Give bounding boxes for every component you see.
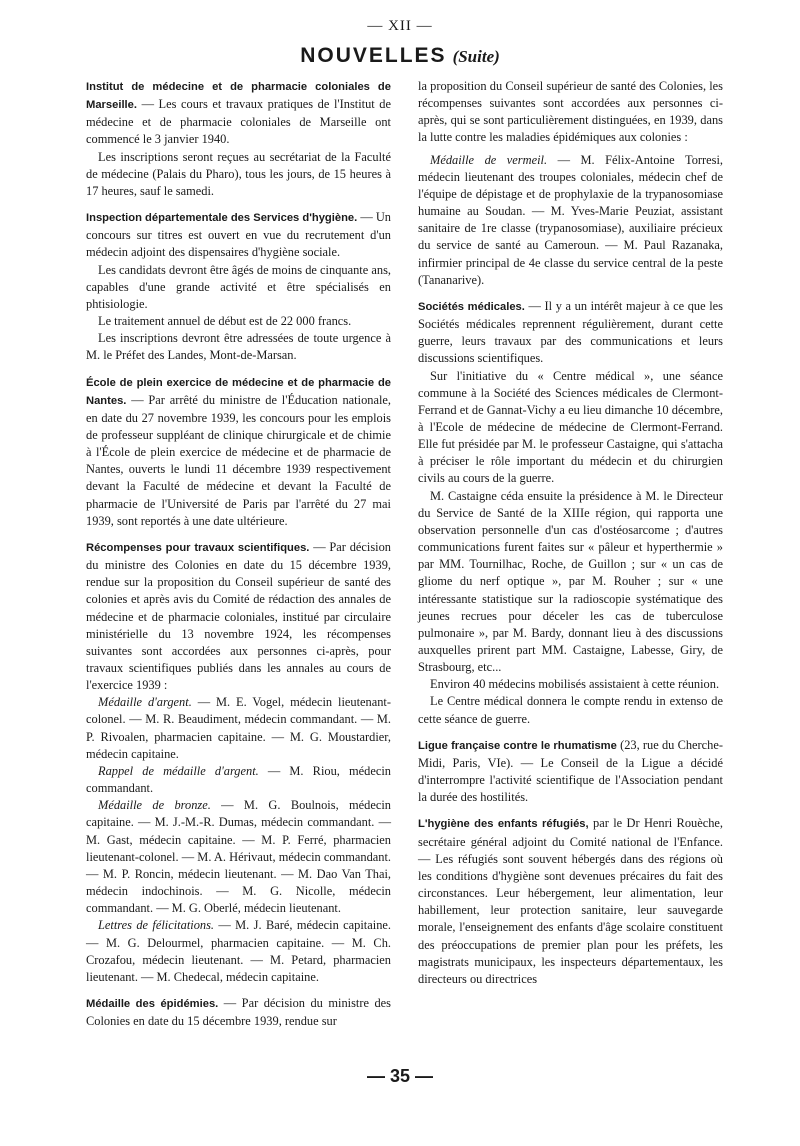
paragraph: Les candidats devront être âgés de moins de cinquante ans, capables d'une grande activité et être spécialisés en phtisiologie.: [86, 262, 391, 311]
rubric: Ligue française contre le rhumatisme: [418, 739, 617, 752]
rubric: Inspection départementale des Services d'hygiène.: [86, 212, 358, 225]
notice-epidemies: [86, 995, 391, 1030]
award-label: Médaille d'argent.: [98, 695, 192, 710]
notice-text: par le Dr Henri Rouèche, secrétaire général adjoint du Comité national de l'Enfance. — Les réfugiés sont souvent hébergés dans des régions où les conditions d'hygiène sont devenues précaires du fait des circonstances. Leur hébergement, leur alimentation, leur habillement, leur protection sanitaire, leur sauvegarde morale, l'enseignement des enfants d'âge scolaire constituent des préoccupations de premier plan pour les préfets, les magistrats municipaux, les inspecteurs départementaux, les directeurs ou directrices: [418, 816, 723, 986]
award-label: Lettres de félicitations.: [98, 918, 215, 933]
award-label: Médaille de bronze.: [98, 798, 211, 813]
notice-societes: [418, 298, 723, 368]
rubric: Médaille des épidémies.: [86, 997, 219, 1010]
notice-text: — Par décision du ministre des Colonies en date du 15 décembre 1939, rendue sur la proposition du Conseil supérieur de santé des colonies et après avis du Comité de rédaction des annales de médecine et de pharmacie coloniales, institué par circulaire ministérielle du 13 novembre 1924, les récompenses suivantes sont accordées aux personnes ci-après, pour travaux scientifiques publiés dans les annales au cours de l'exercice 1939 :: [86, 539, 391, 693]
section-title-suffix: (Suite): [452, 47, 500, 66]
award-text: — M. Riou, médecin commandant.: [86, 763, 391, 796]
notice-text: — Par décision du ministre des Colonies en date du 15 décembre 1939, rendue sur: [86, 995, 391, 1029]
paragraph: Le Centre médical donnera le compte rendu in extenso de cette séance de guerre.: [418, 694, 723, 726]
notice-text: (23, rue du Cherche-Midi, Paris, VIe). — Le Conseil de la Ligue a décidé d'interrompre l'activité scientifique de l'Association pendant la durée des hostilités.: [418, 737, 723, 805]
paragraph: la proposition du Conseil supérieur de santé des Colonies, les récompenses suivantes sont accordées aux personnes ci-après, qui se sont particulièrement distinguées, en 1939, dans la lutte contre les maladies épidémiques aux colonies :: [418, 79, 723, 145]
award-text: — M. G. Boulnois, médecin capitaine. — M. J.-M.-R. Dumas, médecin commandant. — M. Gast, médecin capitaine. — M. P. Ferré, pharmacien lieutenant-colonel. — M. A. Hérivaut, médecin commandant. — M. P. Roncin, médecin lieutenant. — M. Dao Van Thai, médecin indochinois. — M. G. Nicolle, médecin commandant. — M. G. Oberlé, médecin lieutenant.: [86, 798, 391, 916]
award-felicitations: [86, 917, 391, 986]
rubric: École de plein exercice de médecine et de pharmacie de Nantes.: [86, 376, 391, 407]
notice-text: — Les cours et travaux pratiques de l'Institut de médecine et de pharmacie coloniales de Marseille ont commencé le 3 janvier 1940.: [86, 97, 391, 147]
left-column: [86, 78, 391, 1030]
notice-ligue: [418, 737, 723, 807]
rubric: Sociétés médicales.: [418, 300, 525, 313]
award-text: — M. Félix-Antoine Torresi, médecin lieutenant des troupes coloniales, médecin chef de l'équipe de dépistage et de prophylaxie de la trypanosomiase humaine au Soudan. — M. Yves-Marie Peuziat, assistant sanitaire de 1re classe (trypanosomiase), auxiliaire précieux du service de santé au Cameroun. — M. Paul Razanaka, infirmier principal de 4e classe du service central de la peste (Tananarive).: [418, 152, 724, 287]
paragraph: M. Castaigne céda ensuite la présidence à M. le Directeur du Service de Santé de la XIIIe région, qui rapporta une observation personnelle d'un cas d'ostéosarcome ; d'autres communications furent faites sur « pâleur et hyperthermie » par MM. Tournilhac, Roche, de Guillon ; sur « un cas de gliome du nerf optique », par M. Rouher ; sur « une intéressante statistique sur la radioscopie systématique des jeunes recrues pour déceler les cas de tuberculose pulmonaire », par M. Bardy, donnant lieu à des discussions auxquelles prirent part MM. Castaigne, Labesse, Giry, de Strasbourg, etc...: [418, 488, 723, 675]
notice-marseille: [86, 78, 391, 149]
award-bronze: [86, 797, 391, 917]
notice-enfants: [418, 815, 723, 988]
award-text: — M. J. Baré, médecin capitaine. — M. G. Delourmel, pharmacien capitaine. — M. Ch. Crozafou, médecin lieutenant. — M. Petard, pharmacien lieutenant. — M. Chedecal, médecin capitaine.: [86, 918, 391, 984]
notice-nantes: [86, 374, 391, 530]
award-label: Rappel de médaille d'argent.: [98, 763, 259, 778]
award-vermeil: [418, 152, 723, 289]
award-text: — M. E. Vogel, médecin lieutenant-colonel. — M. R. Beaudiment, médecin commandant. — M. P. Rivoalen, pharmacien capitaine. — M. G. Moustardier, médecin capitaine.: [86, 695, 391, 761]
notice-hygiene: [86, 209, 391, 261]
notice-text: — Un concours sur titres est ouvert en vue du recrutement d'un médecin adjoint des dispensaires d'hygiène sociale.: [86, 210, 391, 260]
paragraph: Les inscriptions seront reçues au secrétariat de la Faculté de médecine (Palais du Pharo), tous les jours, de 15 heures à 17 heures, sauf le samedi.: [86, 149, 391, 198]
notice-recompenses: [86, 539, 391, 694]
page-number: — 35 —: [366, 1066, 434, 1086]
award-label: Médaille de vermeil.: [430, 152, 548, 167]
paragraph: Les inscriptions devront être adressées de toute urgence à M. le Préfet des Landes, Mont-de-Marsan.: [86, 331, 391, 363]
right-column: [418, 78, 723, 988]
running-head: — XII —: [367, 18, 433, 34]
notice-text: — Il y a un intérêt majeur à ce que les Sociétés médicales reprennent régulièrement, durant cette guerre, leurs travaux par des communications et leurs discussions scientifiques.: [418, 298, 723, 366]
paragraph: Environ 40 médecins mobilisés assistaient à cette réunion.: [430, 677, 720, 692]
paragraph: Le traitement annuel de début est de 22 000 francs.: [98, 314, 352, 329]
award-argent: [86, 694, 391, 763]
rubric: Institut de médecine et de pharmacie coloniales de Marseille.: [86, 81, 391, 112]
section-title: [0, 44, 800, 68]
rubric: L'hygiène des enfants réfugiés,: [418, 818, 589, 831]
rubric: Récompenses pour travaux scientifiques.: [86, 541, 310, 554]
section-title-main: NOUVELLES: [300, 44, 447, 67]
award-rappel: [86, 763, 391, 797]
paragraph: Sur l'initiative du « Centre médical », une séance commune à la Société des Sciences médicales de Clermont-Ferrand et de Gannat-Vichy a eu lieu dimanche 10 décembre, à l'Ecole de médecine de médecine de Clermont-Ferrand. Elle fut présidée par M. le professeur Castaigne, qui s'attacha à préciser le rôle important du médecin et du chirurgien civils au cours de la guerre.: [418, 368, 723, 486]
notice-text: — Par arrêté du ministre de l'Éducation nationale, en date du 27 novembre 1939, les concours pour les emplois de professeur suppléant de clinique chirurgicale et de chimie à l'École de plein exercice de médecine et de pharmacie de Nantes, ouverts le lundi 11 décembre 1939 respectivement devant la Faculté de médecine et devant la Faculté de pharmacie de l'Université de Paris par l'arrêté du 27 mai 1939, sont reportés à une date ultérieure.: [86, 392, 391, 528]
